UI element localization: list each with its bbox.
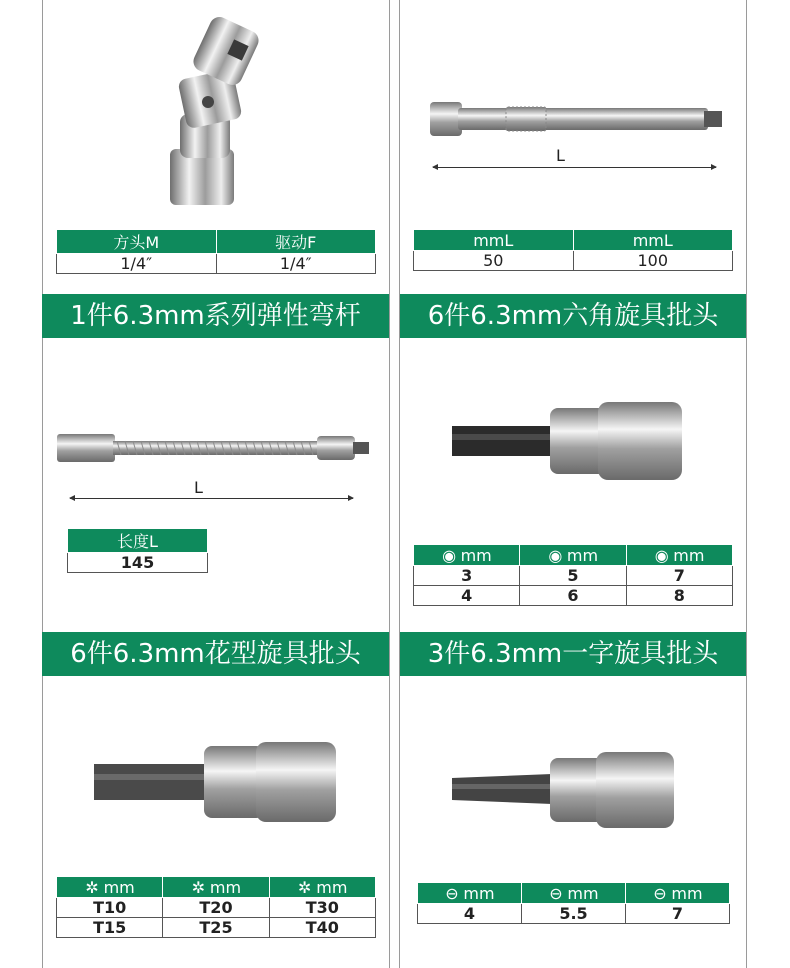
spec-header: 方头M <box>57 230 217 254</box>
spec-value: 100 <box>573 251 733 271</box>
frame-line-middle-left <box>389 0 390 968</box>
section-title: 6件6.3mm六角旋具批头 <box>400 294 746 338</box>
extension-bar-image <box>428 98 728 140</box>
section-title: 3件6.3mm一字旋具批头 <box>400 632 746 676</box>
spec-header: ✲ mm <box>57 877 163 898</box>
hex-bit-spec-table <box>413 544 733 606</box>
spec-value: 5 <box>520 566 626 586</box>
spec-value: 7 <box>626 566 732 586</box>
spec-value: 5.5 <box>522 904 626 924</box>
spec-value: 6 <box>520 586 626 606</box>
universal-joint-spec-table <box>56 229 376 274</box>
spec-value: T10 <box>57 898 163 918</box>
spec-value: 50 <box>414 251 574 271</box>
slotted-icon: ⊖ <box>445 883 459 903</box>
spec-header: 长度L <box>68 529 208 553</box>
length-dimension-label: L <box>556 146 565 165</box>
spec-header: ✲ mm <box>163 877 269 898</box>
torx-icon: ✲ <box>191 877 206 897</box>
spec-header: mmL <box>414 230 574 251</box>
spec-header: ◉ mm <box>520 545 626 566</box>
spec-header: ⊖ mm <box>626 883 730 904</box>
hex-socket-icon: ◉ <box>654 545 669 565</box>
length-dimension-line <box>70 498 353 499</box>
spec-value: 4 <box>414 586 520 606</box>
spec-value: 3 <box>414 566 520 586</box>
torx-bit-spec-table <box>56 876 376 938</box>
section-title: 1件6.3mm系列弹性弯杆 <box>42 294 389 338</box>
slotted-bit-spec-table <box>417 882 730 924</box>
slotted-icon: ⊖ <box>549 883 563 903</box>
spec-header: mmL <box>573 230 733 251</box>
frame-line-left <box>42 0 43 968</box>
universal-joint-image <box>160 14 270 214</box>
spec-value: T20 <box>163 898 269 918</box>
spec-header: ✲ mm <box>269 877 375 898</box>
torx-bit-image <box>94 738 338 828</box>
flexible-extension-image <box>55 432 380 464</box>
flexible-extension-spec-table <box>67 528 208 573</box>
spec-value: T25 <box>163 918 269 938</box>
spec-value: 1/4″ <box>216 254 376 274</box>
slotted-icon: ⊖ <box>653 883 667 903</box>
spec-value: 4 <box>418 904 522 924</box>
extension-bar-spec-table <box>413 229 733 271</box>
length-dimension-label: L <box>194 478 203 497</box>
spec-header: ⊖ mm <box>418 883 522 904</box>
spec-value: T15 <box>57 918 163 938</box>
length-dimension-line <box>433 167 716 168</box>
spec-header: ◉ mm <box>626 545 732 566</box>
spec-value: 1/4″ <box>57 254 217 274</box>
hex-socket-icon: ◉ <box>548 545 563 565</box>
spec-header: 驱动F <box>216 230 376 254</box>
hex-bit-image <box>452 398 684 484</box>
torx-icon: ✲ <box>298 877 312 897</box>
spec-value: 145 <box>68 553 208 573</box>
spec-header: ⊖ mm <box>522 883 626 904</box>
hex-socket-icon: ◉ <box>442 545 457 565</box>
spec-value: T40 <box>269 918 375 938</box>
frame-line-right <box>746 0 747 968</box>
torx-icon: ✲ <box>85 877 99 897</box>
spec-header: ◉ mm <box>414 545 520 566</box>
frame-line-middle-right <box>399 0 400 968</box>
spec-value: 8 <box>626 586 732 606</box>
spec-value: T30 <box>269 898 375 918</box>
section-title: 6件6.3mm花型旋具批头 <box>42 632 389 676</box>
spec-value: 7 <box>626 904 730 924</box>
slotted-bit-image <box>452 748 676 832</box>
